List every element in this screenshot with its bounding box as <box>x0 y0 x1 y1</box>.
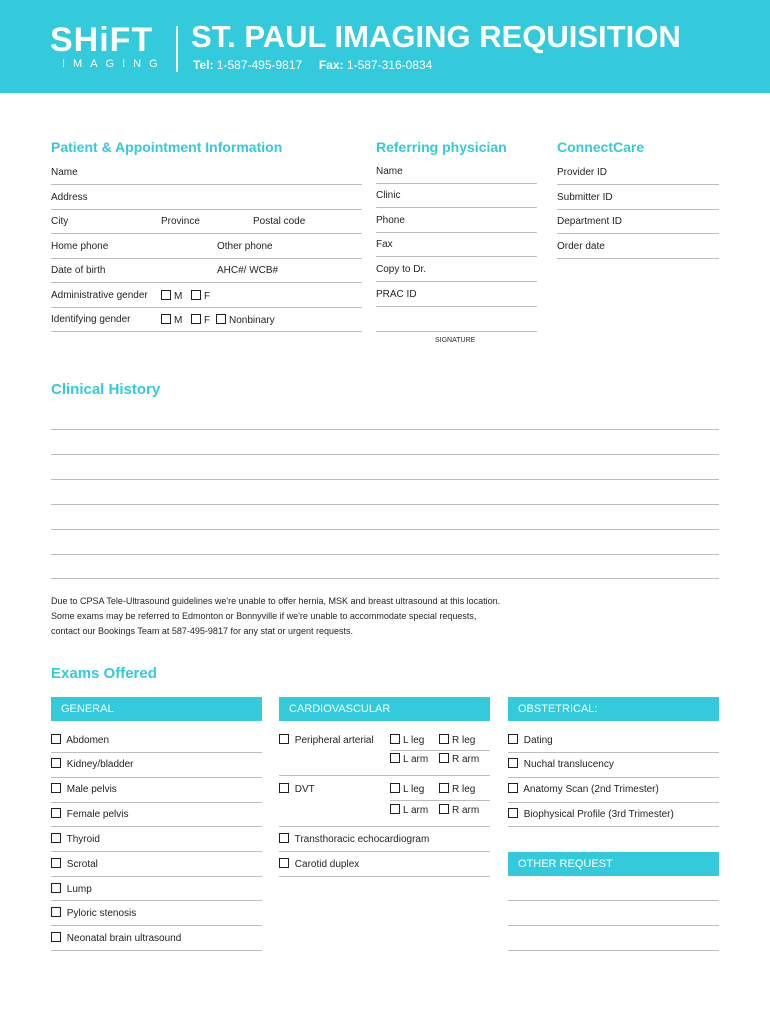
clinical-history-line[interactable] <box>51 504 719 505</box>
option-label: L arm <box>403 805 429 816</box>
logo: SHiFT <box>50 21 154 59</box>
ident-gender-rule <box>51 331 362 332</box>
city-province-postal-field[interactable] <box>51 233 362 234</box>
general-header: GENERAL <box>51 697 262 721</box>
submitter-id-field[interactable] <box>557 209 719 210</box>
ref-fax-label: Fax <box>376 239 393 250</box>
option-label: R leg <box>452 784 476 795</box>
option-label: R leg <box>452 735 476 746</box>
clinical-history-line[interactable] <box>51 578 719 579</box>
checkbox-icon[interactable] <box>51 883 61 893</box>
checkbox-icon[interactable] <box>508 758 518 768</box>
exam-label: Nuchal translucency <box>523 759 614 770</box>
clinic-label: Clinic <box>376 190 401 201</box>
clinical-history-title: Clinical History <box>51 381 161 398</box>
home-phone-label: Home phone <box>51 241 109 252</box>
tel-number: 1-587-495-9817 <box>216 58 303 72</box>
exam-dating[interactable] <box>508 734 553 746</box>
exam-scrotal[interactable] <box>51 858 98 870</box>
city-label: City <box>51 216 69 227</box>
admin-gender-m-label: M <box>174 291 183 302</box>
peripheral-l-leg[interactable] <box>390 734 424 746</box>
option-label: L leg <box>403 784 425 795</box>
checkbox-icon[interactable] <box>51 783 61 793</box>
checkbox-icon[interactable] <box>161 290 171 300</box>
option-label: L leg <box>403 735 425 746</box>
tel-label: Tel: <box>193 58 214 72</box>
ident-gender-m[interactable] <box>161 314 182 326</box>
header-divider <box>176 26 178 72</box>
exam-label: Pyloric stenosis <box>66 908 137 919</box>
ref-name-field[interactable] <box>376 183 537 184</box>
exam-thyroid[interactable] <box>51 833 100 845</box>
exam-label: Male pelvis <box>66 784 117 795</box>
page-title: ST. PAUL IMAGING REQUISITION <box>191 19 681 54</box>
checkbox-icon[interactable] <box>216 314 226 324</box>
checkbox-icon[interactable] <box>439 783 449 793</box>
copy-to-label: Copy to Dr. <box>376 264 427 275</box>
checkbox-icon[interactable] <box>191 290 201 300</box>
checkbox-icon[interactable] <box>51 808 61 818</box>
ident-gender-nonbinary-label: Nonbinary <box>229 315 275 326</box>
exam-label: Biophysical Profile (3rd Trimester) <box>523 809 674 820</box>
exam-label: Abdomen <box>66 735 110 746</box>
exam-dvt[interactable] <box>279 783 315 795</box>
row-rule <box>51 777 262 778</box>
provider-id-label: Provider ID <box>557 167 608 178</box>
checkbox-icon[interactable] <box>51 734 61 744</box>
admin-gender-rule <box>51 307 362 308</box>
fax-label: Fax: <box>318 58 344 72</box>
clinical-history-line[interactable] <box>51 554 719 555</box>
signature-field[interactable] <box>376 331 537 332</box>
clinical-history-line[interactable] <box>51 479 719 480</box>
exam-label: DVT <box>294 784 315 795</box>
contact-line <box>193 58 432 72</box>
exam-label: Carotid duplex <box>294 859 360 870</box>
other-request-header: OTHER REQUEST <box>508 852 719 876</box>
clinic-field[interactable] <box>376 207 537 208</box>
department-id-label: Department ID <box>557 216 623 227</box>
exam-label: Kidney/bladder <box>66 759 134 770</box>
option-label: R arm <box>452 805 480 816</box>
other-request-line[interactable] <box>508 900 719 901</box>
admin-gender-m[interactable] <box>161 290 182 302</box>
exam-pyloric-stenosis[interactable] <box>51 907 136 919</box>
referring-section-title: Referring physician <box>376 139 507 155</box>
peripheral-r-arm[interactable] <box>439 753 479 765</box>
exam-male-pelvis[interactable] <box>51 783 117 795</box>
checkbox-icon[interactable] <box>279 833 289 843</box>
checkbox-icon[interactable] <box>390 804 400 814</box>
tele-ultrasound-note: Due to CPSA Tele-Ultrasound guidelines we're unable to offer hernia, MSK and breast ultrasound at this location. Some exams may be referred to Edmonton or Bonnyville if we're unable to accommodate special requests, contact our Bookings Team at 587-495-9817 for any stat or urgent requests. <box>51 596 501 636</box>
checkbox-icon[interactable] <box>51 858 61 868</box>
row-rule <box>51 851 262 852</box>
row-rule <box>51 752 262 753</box>
address-label: Address <box>51 192 88 203</box>
row-rule <box>279 851 490 852</box>
dvt-r-leg[interactable] <box>439 783 475 795</box>
checkbox-icon[interactable] <box>161 314 171 324</box>
checkbox-icon[interactable] <box>508 808 518 818</box>
ref-phone-field[interactable] <box>376 232 537 233</box>
exam-biophysical-profile[interactable] <box>508 808 674 820</box>
department-id-field[interactable] <box>557 233 719 234</box>
checkbox-icon[interactable] <box>279 734 289 744</box>
phone-field[interactable] <box>51 258 362 259</box>
prac-id-field[interactable] <box>376 306 537 307</box>
patient-section-title: Patient & Appointment Information <box>51 139 283 155</box>
dvt-l-leg[interactable] <box>390 783 424 795</box>
obstetrical-header: OBSTETRICAL: <box>508 697 719 721</box>
admin-gender-f[interactable] <box>191 290 210 302</box>
option-label: R arm <box>452 754 480 765</box>
order-date-field[interactable] <box>557 258 719 259</box>
exam-echocardiogram[interactable] <box>279 833 429 845</box>
ident-gender-m-label: M <box>174 315 183 326</box>
checkbox-icon[interactable] <box>439 804 449 814</box>
checkbox-icon[interactable] <box>439 753 449 763</box>
ref-phone-label: Phone <box>376 215 405 226</box>
ref-name-label: Name <box>376 166 403 177</box>
province-label: Province <box>161 216 200 227</box>
row-rule <box>51 826 262 827</box>
admin-gender-label: Administrative gender <box>51 290 148 301</box>
address-field[interactable] <box>51 209 362 210</box>
row-rule <box>51 900 262 901</box>
logo-subtitle: IMAGING <box>62 58 166 70</box>
prac-id-label: PRAC ID <box>376 289 417 300</box>
clinical-history-line[interactable] <box>51 454 719 455</box>
checkbox-icon[interactable] <box>508 734 518 744</box>
row-rule <box>508 752 719 753</box>
exam-abdomen[interactable] <box>51 734 109 746</box>
other-request-line[interactable] <box>508 925 719 926</box>
checkbox-icon[interactable] <box>439 734 449 744</box>
exam-lump[interactable] <box>51 883 92 895</box>
row-rule <box>390 750 490 751</box>
dvt-r-arm[interactable] <box>439 804 479 816</box>
row-rule <box>508 802 719 803</box>
row-rule <box>279 876 490 877</box>
checkbox-icon[interactable] <box>191 314 201 324</box>
clinical-history-line[interactable] <box>51 429 719 430</box>
row-rule <box>508 777 719 778</box>
dob-label: Date of birth <box>51 265 106 276</box>
ref-fax-field[interactable] <box>376 256 537 257</box>
checkbox-icon[interactable] <box>390 753 400 763</box>
checkbox-icon[interactable] <box>390 783 400 793</box>
exam-label: Thyroid <box>66 834 100 845</box>
option-label: L arm <box>403 754 429 765</box>
dvt-l-arm[interactable] <box>390 804 428 816</box>
exam-label: Dating <box>523 735 553 746</box>
checkbox-icon[interactable] <box>279 783 289 793</box>
row-rule <box>390 800 490 801</box>
exam-female-pelvis[interactable] <box>51 808 128 820</box>
exam-peripheral-arterial[interactable] <box>279 734 374 746</box>
copy-to-field[interactable] <box>376 281 537 282</box>
patient-name-label: Name <box>51 167 78 178</box>
dob-ahc-field[interactable] <box>51 282 362 283</box>
row-rule <box>51 950 262 951</box>
exam-label: Transthoracic echocardiogram <box>294 834 430 845</box>
exam-label: Female pelvis <box>66 809 129 820</box>
cardiovascular-header: CARDIOVASCULAR <box>279 697 490 721</box>
exams-offered-title: Exams Offered <box>51 665 157 682</box>
row-rule <box>279 775 490 776</box>
postal-code-label: Postal code <box>253 216 306 227</box>
row-rule <box>279 826 490 827</box>
exam-carotid-duplex[interactable] <box>279 858 359 870</box>
fax-number: 1-587-316-0834 <box>346 58 433 72</box>
exam-label: Lump <box>66 884 92 895</box>
exam-label: Peripheral arterial <box>294 735 374 746</box>
admin-gender-f-label: F <box>204 291 211 302</box>
connectcare-section-title: ConnectCare <box>557 139 645 155</box>
ident-gender-nonbinary[interactable] <box>216 314 275 326</box>
other-request-line[interactable] <box>508 950 719 951</box>
exam-label: Scrotal <box>66 859 98 870</box>
submitter-id-label: Submitter ID <box>557 192 613 203</box>
patient-name-field[interactable] <box>51 184 362 185</box>
ident-gender-f-label: F <box>204 315 211 326</box>
exam-label: Neonatal brain ultrasound <box>66 933 182 944</box>
row-rule <box>51 876 262 877</box>
ident-gender-f[interactable] <box>191 314 210 326</box>
exam-label: Anatomy Scan (2nd Trimester) <box>523 784 659 795</box>
checkbox-icon[interactable] <box>279 858 289 868</box>
ahc-label: AHC#/ WCB# <box>217 265 279 276</box>
exam-kidney-bladder[interactable] <box>51 758 134 770</box>
checkbox-icon[interactable] <box>508 783 518 793</box>
order-date-label: Order date <box>557 241 605 252</box>
checkbox-icon[interactable] <box>51 758 61 768</box>
signature-label: SIGNATURE <box>435 337 476 344</box>
clinical-history-line[interactable] <box>51 529 719 530</box>
provider-id-field[interactable] <box>557 184 719 185</box>
ident-gender-label: Identifying gender <box>51 314 131 325</box>
exam-nuchal-translucency[interactable] <box>508 758 614 770</box>
other-phone-label: Other phone <box>217 241 273 252</box>
peripheral-l-arm[interactable] <box>390 753 428 765</box>
checkbox-icon[interactable] <box>51 932 61 942</box>
checkbox-icon[interactable] <box>390 734 400 744</box>
row-rule <box>51 802 262 803</box>
checkbox-icon[interactable] <box>51 833 61 843</box>
exam-anatomy-scan[interactable] <box>508 783 659 795</box>
exam-neonatal-brain[interactable] <box>51 932 181 944</box>
row-rule <box>51 925 262 926</box>
row-rule <box>508 826 719 827</box>
peripheral-r-leg[interactable] <box>439 734 475 746</box>
checkbox-icon[interactable] <box>51 907 61 917</box>
